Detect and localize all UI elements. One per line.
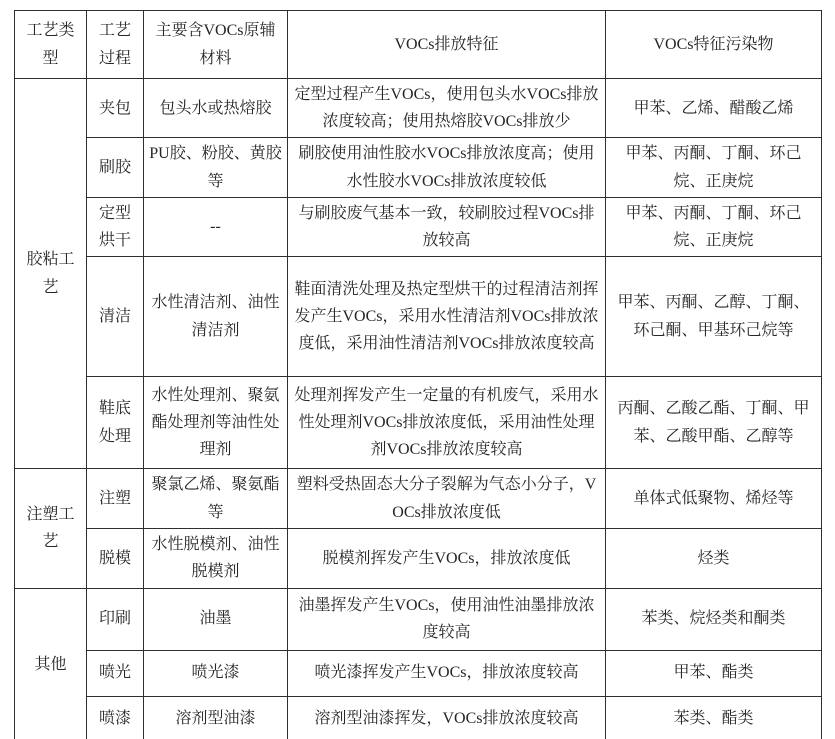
materials-cell: 水性脱模剂、油性脱模剂 [144,529,288,588]
table-row [15,469,822,529]
emission-characteristics-cell: 处理剂挥发产生一定量的有机废气，采用水性处理剂VOCs排放浓度低，采用油性处理剂VOCs排放浓度较高 [288,377,606,469]
process-type-cell: 胶粘工艺 [15,79,87,469]
table-body [15,79,822,739]
process-cell: 注塑 [87,469,144,529]
emission-characteristics-cell: 塑料受热固态大分子裂解为气态小分子，VOCs排放浓度低 [288,469,606,529]
process-type-cell: 注塑工艺 [15,469,87,588]
pollutants-cell: 甲苯、丙酮、乙醇、丁酮、环己酮、甲基环己烷等 [606,257,822,377]
table-row [15,588,822,650]
process-cell: 定型烘干 [87,197,144,256]
process-cell: 刷胶 [87,138,144,197]
process-cell: 印刷 [87,588,144,650]
pollutants-cell: 甲苯、乙烯、醋酸乙烯 [606,79,822,138]
column-header: VOCs排放特征 [288,11,606,79]
pollutants-cell: 甲苯、酯类 [606,650,822,696]
pollutants-cell: 甲苯、丙酮、丁酮、环己烷、正庚烷 [606,197,822,256]
header-row [15,11,822,79]
materials-cell: 水性清洁剂、油性清洁剂 [144,257,288,377]
column-header: 工艺过程 [87,11,144,79]
materials-cell: 溶剂型油漆 [144,696,288,739]
process-type-cell: 其他 [15,588,87,739]
process-cell: 清洁 [87,257,144,377]
materials-cell: 聚氯乙烯、聚氨酯等 [144,469,288,529]
pollutants-cell: 单体式低聚物、烯烃等 [606,469,822,529]
vocs-process-table [14,10,822,739]
process-cell: 喷光 [87,650,144,696]
table-head [15,11,822,79]
process-cell: 夹包 [87,79,144,138]
table-row [15,529,822,588]
materials-cell: 水性处理剂、聚氨酯处理剂等油性处理剂 [144,377,288,469]
pollutants-cell: 丙酮、乙酸乙酯、丁酮、甲苯、乙酸甲酯、乙醇等 [606,377,822,469]
emission-characteristics-cell: 溶剂型油漆挥发，VOCs排放浓度较高 [288,696,606,739]
pollutants-cell: 苯类、烷烃类和酮类 [606,588,822,650]
table-row [15,257,822,377]
table-row [15,138,822,197]
column-header: 主要含VOCs原辅材料 [144,11,288,79]
pollutants-cell: 苯类、酯类 [606,696,822,739]
process-cell: 鞋底处理 [87,377,144,469]
materials-cell: 喷光漆 [144,650,288,696]
materials-cell: 包头水或热熔胶 [144,79,288,138]
table-row [15,696,822,739]
column-header: VOCs特征污染物 [606,11,822,79]
emission-characteristics-cell: 与刷胶废气基本一致，较刷胶过程VOCs排放较高 [288,197,606,256]
table-row [15,377,822,469]
process-cell: 脱模 [87,529,144,588]
table-row [15,197,822,256]
emission-characteristics-cell: 脱模剂挥发产生VOCs，排放浓度低 [288,529,606,588]
emission-characteristics-cell: 刷胶使用油性胶水VOCs排放浓度高；使用水性胶水VOCs排放浓度较低 [288,138,606,197]
table-row [15,79,822,138]
process-cell: 喷漆 [87,696,144,739]
emission-characteristics-cell: 定型过程产生VOCs，使用包头水VOCs排放浓度较高；使用热熔胶VOCs排放少 [288,79,606,138]
pollutants-cell: 甲苯、丙酮、丁酮、环己烷、正庚烷 [606,138,822,197]
emission-characteristics-cell: 鞋面清洗处理及热定型烘干的过程清洁剂挥发产生VOCs，采用水性清洁剂VOCs排放浓度低，采用油性清洁剂VOCs排放浓度较高 [288,257,606,377]
table-row [15,650,822,696]
pollutants-cell: 烃类 [606,529,822,588]
materials-cell: PU胶、粉胶、黄胶等 [144,138,288,197]
emission-characteristics-cell: 油墨挥发产生VOCs，使用油性油墨排放浓度较高 [288,588,606,650]
materials-cell: -- [144,197,288,256]
column-header: 工艺类型 [15,11,87,79]
materials-cell: 油墨 [144,588,288,650]
emission-characteristics-cell: 喷光漆挥发产生VOCs，排放浓度较高 [288,650,606,696]
